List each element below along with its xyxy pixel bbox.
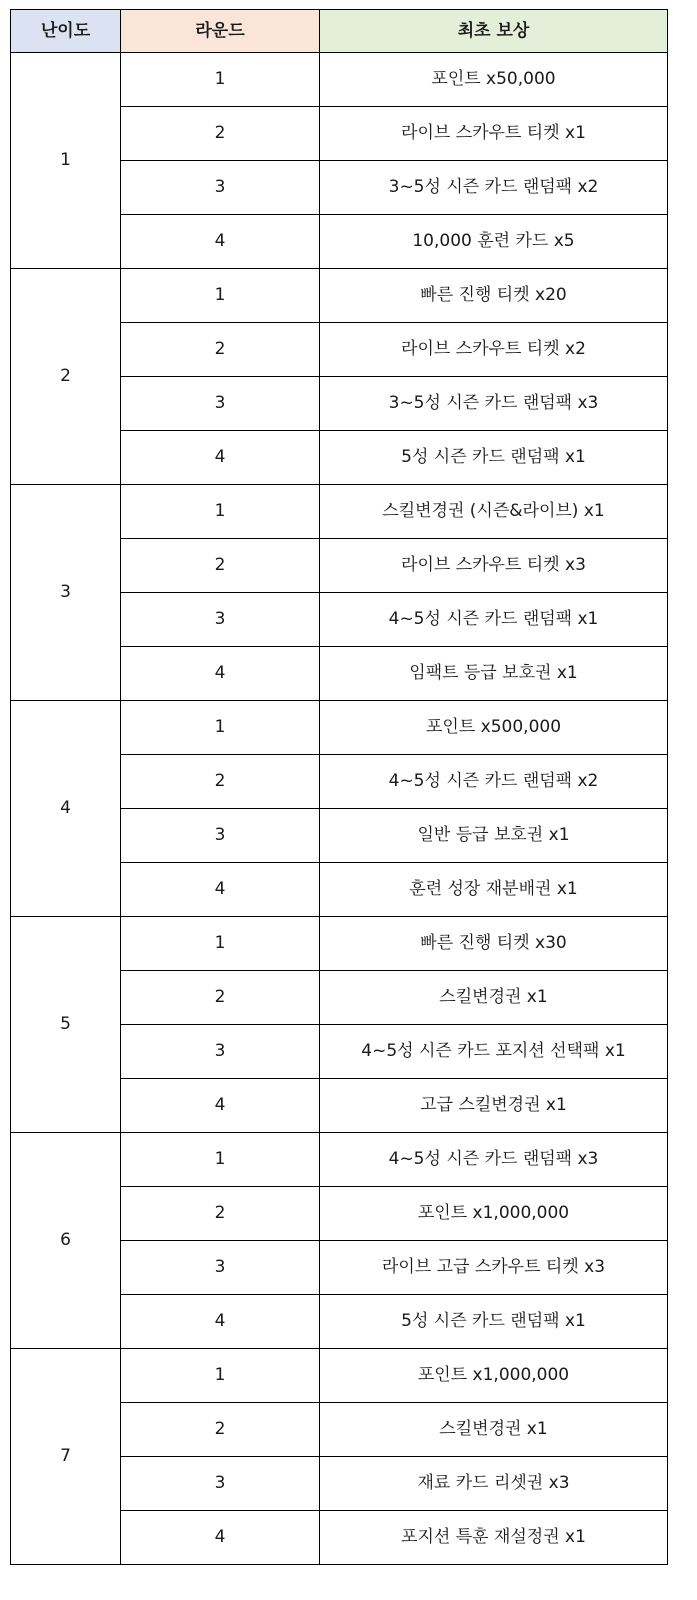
round-cell: 2: [121, 1187, 320, 1241]
round-cell: 3: [121, 1025, 320, 1079]
round-cell: 1: [121, 53, 320, 107]
table-row: [11, 485, 668, 539]
round-cell: 4: [121, 215, 320, 269]
table-row: [11, 53, 668, 107]
round-cell: 3: [121, 1241, 320, 1295]
reward-cell: 포지션 특훈 재설정권 x1: [320, 1511, 668, 1565]
reward-cell: 라이브 고급 스카우트 티켓 x3: [320, 1241, 668, 1295]
reward-cell: 라이브 스카우트 티켓 x2: [320, 323, 668, 377]
round-cell: 4: [121, 863, 320, 917]
round-cell: 3: [121, 1457, 320, 1511]
difficulty-cell: 3: [11, 485, 121, 701]
reward-cell: 재료 카드 리셋권 x3: [320, 1457, 668, 1511]
round-cell: 1: [121, 701, 320, 755]
round-cell: 2: [121, 107, 320, 161]
round-cell: 2: [121, 1403, 320, 1457]
round-cell: 2: [121, 971, 320, 1025]
round-cell: 1: [121, 485, 320, 539]
reward-cell: 일반 등급 보호권 x1: [320, 809, 668, 863]
table-row: [11, 1349, 668, 1403]
round-cell: 1: [121, 917, 320, 971]
round-cell: 1: [121, 269, 320, 323]
reward-cell: 4~5성 시즌 카드 랜덤팩 x2: [320, 755, 668, 809]
difficulty-cell: 4: [11, 701, 121, 917]
difficulty-header: 난이도: [11, 10, 121, 53]
round-cell: 4: [121, 1511, 320, 1565]
round-cell: 4: [121, 431, 320, 485]
round-cell: 4: [121, 1295, 320, 1349]
round-cell: 1: [121, 1133, 320, 1187]
reward-cell: 4~5성 시즌 카드 랜덤팩 x3: [320, 1133, 668, 1187]
reward-cell: 스킬변경권 x1: [320, 971, 668, 1025]
reward-cell: 임팩트 등급 보호권 x1: [320, 647, 668, 701]
reward-cell: 5성 시즌 카드 랜덤팩 x1: [320, 431, 668, 485]
reward-cell: 10,000 훈련 카드 x5: [320, 215, 668, 269]
difficulty-cell: 5: [11, 917, 121, 1133]
table-row: [11, 701, 668, 755]
reward-cell: 4~5성 시즌 카드 포지션 선택팩 x1: [320, 1025, 668, 1079]
round-cell: 4: [121, 647, 320, 701]
table-row: [11, 269, 668, 323]
round-cell: 2: [121, 539, 320, 593]
reward-cell: 포인트 x1,000,000: [320, 1187, 668, 1241]
reward-cell: 포인트 x1,000,000: [320, 1349, 668, 1403]
difficulty-cell: 6: [11, 1133, 121, 1349]
round-cell: 2: [121, 755, 320, 809]
reward-cell: 5성 시즌 카드 랜덤팩 x1: [320, 1295, 668, 1349]
table-body: [11, 53, 668, 1565]
round-cell: 3: [121, 593, 320, 647]
reward-cell: 라이브 스카우트 티켓 x1: [320, 107, 668, 161]
reward-header: 최초 보상: [320, 10, 668, 53]
reward-cell: 라이브 스카우트 티켓 x3: [320, 539, 668, 593]
round-header: 라운드: [121, 10, 320, 53]
difficulty-cell: 1: [11, 53, 121, 269]
reward-cell: 3~5성 시즌 카드 랜덤팩 x3: [320, 377, 668, 431]
reward-cell: 빠른 진행 티켓 x20: [320, 269, 668, 323]
reward-table: [10, 9, 668, 1565]
reward-cell: 고급 스킬변경권 x1: [320, 1079, 668, 1133]
round-cell: 1: [121, 1349, 320, 1403]
difficulty-cell: 2: [11, 269, 121, 485]
reward-cell: 포인트 x50,000: [320, 53, 668, 107]
table-row: [11, 917, 668, 971]
reward-cell: 훈련 성장 재분배권 x1: [320, 863, 668, 917]
table-row: [11, 1133, 668, 1187]
round-cell: 2: [121, 323, 320, 377]
reward-cell: 스킬변경권 x1: [320, 1403, 668, 1457]
reward-cell: 포인트 x500,000: [320, 701, 668, 755]
reward-cell: 3~5성 시즌 카드 랜덤팩 x2: [320, 161, 668, 215]
round-cell: 4: [121, 1079, 320, 1133]
table-header: [11, 10, 668, 53]
round-cell: 3: [121, 161, 320, 215]
header-row: [11, 10, 668, 53]
difficulty-cell: 7: [11, 1349, 121, 1565]
reward-cell: 빠른 진행 티켓 x30: [320, 917, 668, 971]
reward-cell: 스킬변경권 (시즌&라이브) x1: [320, 485, 668, 539]
round-cell: 3: [121, 377, 320, 431]
round-cell: 3: [121, 809, 320, 863]
reward-cell: 4~5성 시즌 카드 랜덤팩 x1: [320, 593, 668, 647]
